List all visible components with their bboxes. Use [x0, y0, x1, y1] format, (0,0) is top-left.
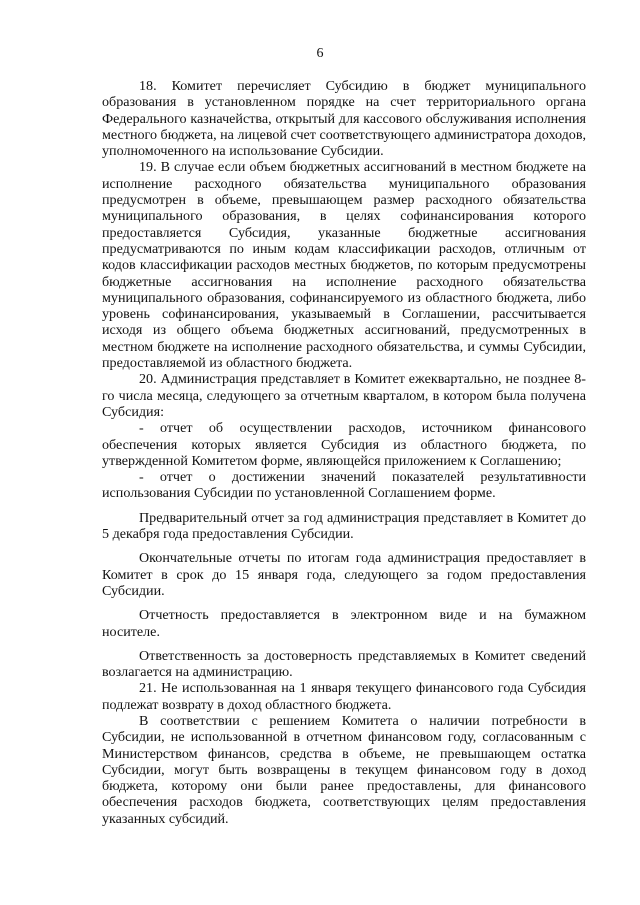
list-item-indicator-report: - отчет о достижении значений показателей результативности использования Субсидии по установленной Соглашением форме. — [102, 469, 586, 502]
paragraph-21: 21. Не использованная на 1 января текущего финансового года Субсидия подлежат возврату в доход областного бюджета. — [102, 680, 586, 713]
paragraph-18: 18. Комитет перечисляет Субсидию в бюджет муниципального образования в установленном порядке на счет территориального органа Федерального казначейства, открытый для кассового обслуживания исполнения местного бюджета, на лицевой счет соответствующего администратора доходов, уполномоченного на использование Субсидии. — [102, 78, 586, 160]
paragraph-return-decision: В соответствии с решением Комитета о наличии потребности в Субсидии, не использованной в отчетном финансовом году, согласованным с Министерством финансов, средства в объеме, не превышающем остатка Субсидии, могут быть возвращены в текущем финансовом году в доход бюджета, которому они были ранее предоставлены, для финансового обеспечения расходов бюджета, соответствующих целям предоставления указанных субсидий. — [102, 712, 586, 827]
paragraph-reporting-format: Отчетность предоставляется в электронном виде и на бумажном носителе. — [102, 607, 586, 640]
page-number: 6 — [316, 46, 324, 61]
paragraph-20: 20. Администрация представляет в Комитет ежеквартально, не позднее 8-го числа месяца, следующего за отчетным кварталом, в котором была получена Субсидия: — [102, 371, 586, 420]
paragraph-final-reports: Окончательные отчеты по итогам года администрация предоставляет в Комитет в срок до 15 января года, следующего за годом предоставления Субсидии. — [102, 550, 586, 599]
list-item-expense-report: - отчет об осуществлении расходов, источником финансового обеспечения которых является Субсидия из областного бюджета, по утвержденной Комитетом форме, являющейся приложением к Соглашению; — [102, 420, 586, 469]
paragraph-preliminary-report: Предварительный отчет за год администрация представляет в Комитет до 5 декабря года предоставления Субсидии. — [102, 509, 586, 543]
paragraph-responsibility: Ответственность за достоверность представляемых в Комитет сведений возлагается на администрацию. — [102, 647, 586, 681]
paragraph-19: 19. В случае если объем бюджетных ассигнований в местном бюджете на исполнение расходного обязательства муниципального образования предусмотрен в объеме, превышающем размер расходного обязательства муниципального образования, в целях софинансирования которого предоставляется Субсидия, указанные бюджетные ассигнования предусматриваются по иным кодам классификации расходов, отличным от кодов классификации расходов местных бюджетов, по которым предусмотрены бюджетные ассигнования на исполнение расходного обязательства муниципального образования, софинансируемого из областного бюджета, либо уровень софинансирования, указываемый в Соглашении, рассчитывается исходя из общего объема бюджетных ассигнований, предусмотренных в местном бюджете на исполнение расходного обязательства, и суммы Субсидии, предоставляемой из областного бюджета. — [102, 159, 586, 372]
document-body — [102, 78, 586, 827]
